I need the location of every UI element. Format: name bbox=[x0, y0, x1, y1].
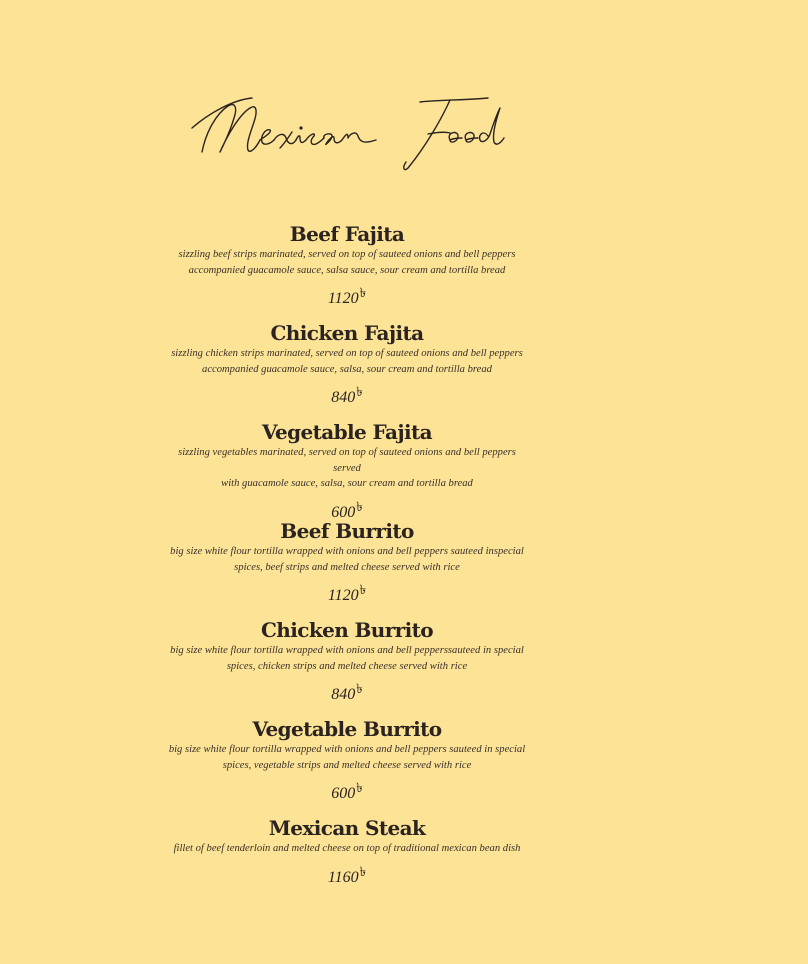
price-value: 600 bbox=[331, 503, 356, 521]
menu-list bbox=[150, 220, 544, 913]
item-price bbox=[150, 679, 544, 705]
item-price bbox=[150, 283, 544, 309]
item-description: sizzling beef strips marinated, served on top of sauteed onions and bell peppers accompanied guacamole sauce, salsa sauce, sour cream and tortilla bread bbox=[178, 249, 516, 276]
price-value: 1160 bbox=[327, 868, 359, 886]
menu-item bbox=[150, 319, 544, 418]
taka-icon: ৳ bbox=[359, 285, 367, 300]
price-value: 840 bbox=[331, 686, 356, 703]
item-description: big size white flour tortilla wrapped with onions and bell peppers sauteed inspecial spices, beef strips and melted cheese served with rice bbox=[170, 546, 524, 573]
taka-icon: ৳ bbox=[359, 863, 367, 879]
menu-item bbox=[150, 418, 544, 521]
item-description: fillet of beef tenderloin and melted cheese on top of traditional mexican bean dish bbox=[173, 843, 521, 854]
item-description: sizzling chicken strips marinated, served on top of sauteed onions and bell peppers accompanied guacamole sauce, salsa, sour cream and tortilla bread bbox=[171, 348, 523, 375]
item-description: big size white flour tortilla wrapped with onions and bell peppers sauteed in special spices, vegetable strips and melted cheese served with rice bbox=[168, 744, 526, 771]
taka-icon: ৳ bbox=[356, 498, 363, 514]
item-description: big size white flour tortilla wrapped with onions and bell pepperssauteed in special spices, chicken strips and melted cheese served with rice bbox=[170, 645, 524, 672]
taka-icon: ৳ bbox=[359, 582, 367, 597]
item-name: Vegetable Fajita bbox=[261, 420, 433, 444]
taka-icon: ৳ bbox=[356, 780, 363, 795]
item-name: Vegetable Burrito bbox=[252, 717, 442, 741]
menu-item bbox=[150, 814, 544, 913]
menu-item bbox=[150, 517, 544, 616]
menu-item bbox=[150, 616, 544, 715]
item-description: sizzling vegetables marinated, served on top of sauteed onions and bell peppers served with guacamole sauce, salsa, sour cream and tortilla bread bbox=[178, 447, 516, 489]
taka-icon: ৳ bbox=[356, 384, 363, 399]
item-price bbox=[150, 580, 544, 606]
item-name: Beef Fajita bbox=[289, 222, 405, 246]
item-name: Mexican Steak bbox=[268, 816, 426, 840]
price-value: 1120 bbox=[327, 290, 359, 307]
item-price bbox=[150, 382, 544, 408]
taka-icon: ৳ bbox=[356, 681, 363, 696]
item-name: Chicken Burrito bbox=[260, 618, 434, 642]
item-price bbox=[150, 862, 544, 888]
price-value: 840 bbox=[331, 389, 356, 406]
menu-item bbox=[150, 220, 544, 319]
price-value: 1120 bbox=[327, 587, 359, 604]
menu-item bbox=[150, 715, 544, 814]
menu-title bbox=[188, 88, 518, 178]
item-name: Beef Burrito bbox=[280, 519, 414, 543]
item-name: Chicken Fajita bbox=[270, 321, 424, 345]
price-value: 600 bbox=[331, 785, 356, 802]
item-price bbox=[150, 778, 544, 804]
